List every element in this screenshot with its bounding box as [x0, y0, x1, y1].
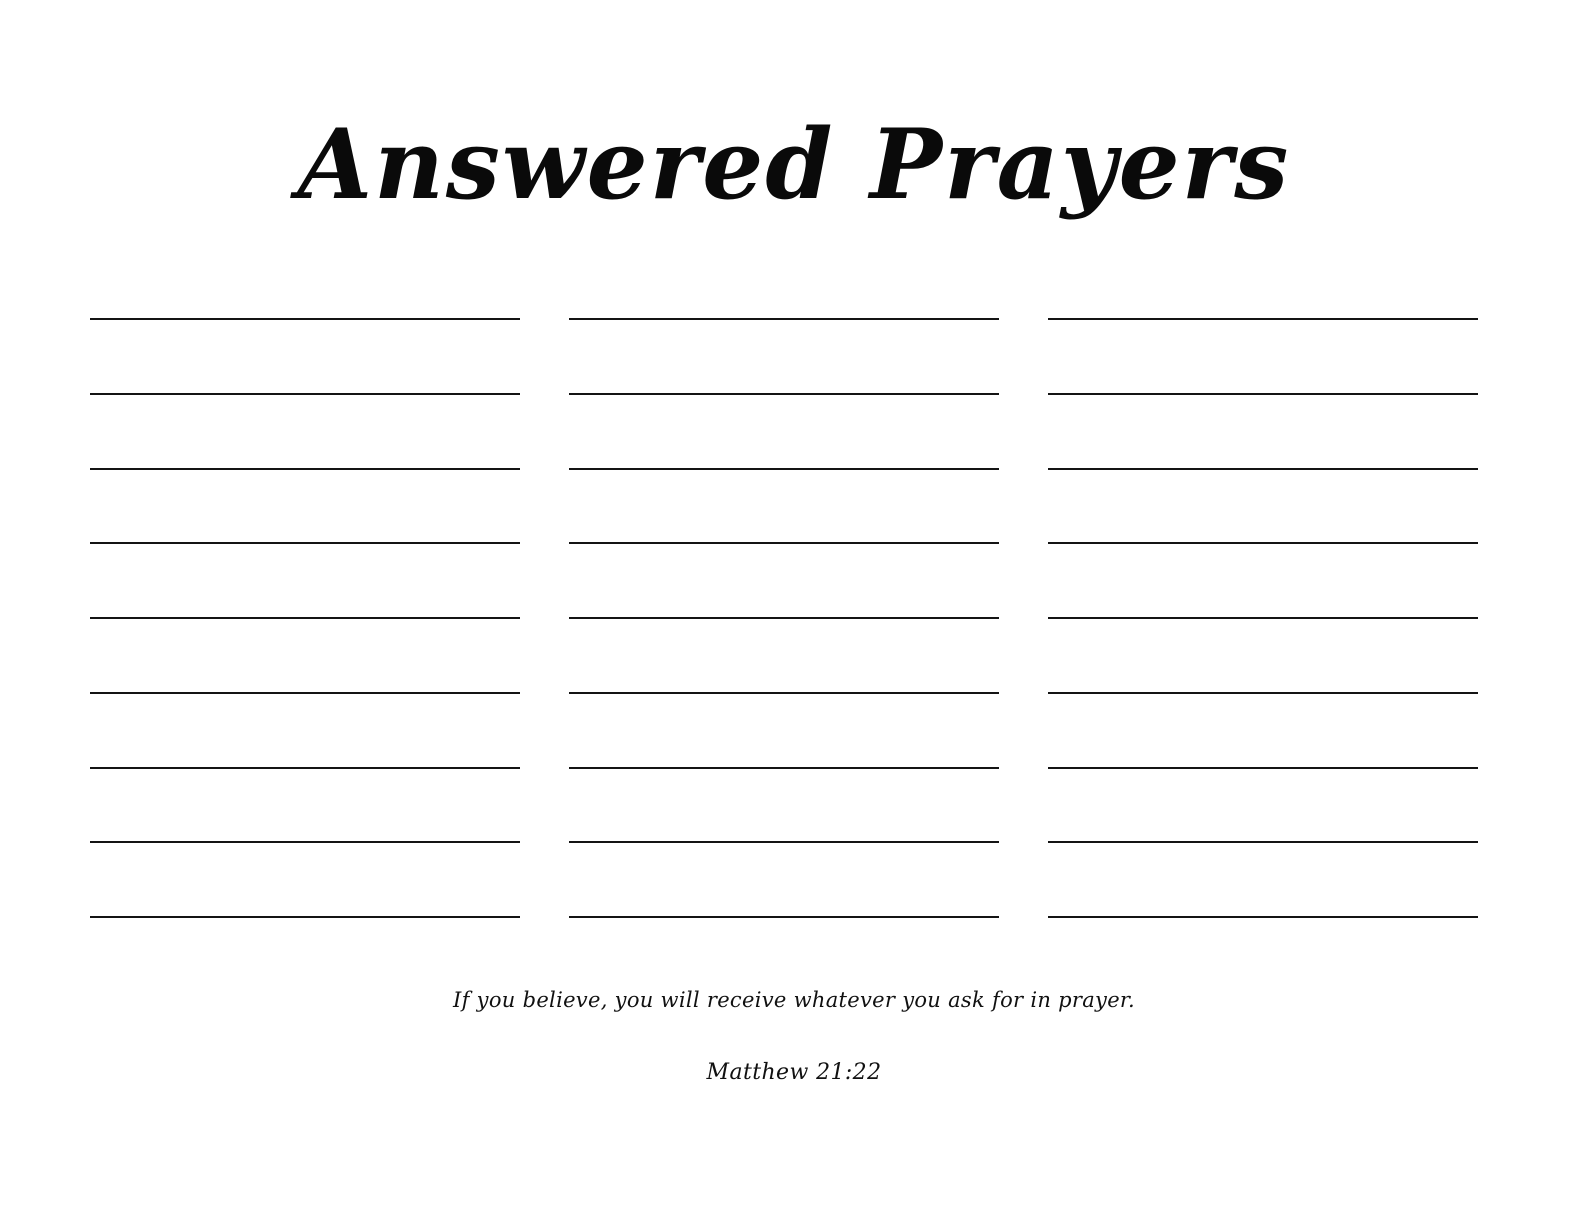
- writing-line[interactable]: [90, 318, 520, 320]
- writing-line[interactable]: [569, 841, 999, 843]
- writing-line[interactable]: [90, 393, 520, 395]
- writing-line[interactable]: [90, 767, 520, 769]
- writing-line[interactable]: [569, 468, 999, 470]
- scripture-reference: Matthew 21:22: [706, 1060, 882, 1085]
- writing-line[interactable]: [90, 916, 520, 918]
- writing-line[interactable]: [569, 767, 999, 769]
- writing-line[interactable]: [90, 542, 520, 544]
- writing-line[interactable]: [1048, 617, 1478, 619]
- writing-line[interactable]: [569, 393, 999, 395]
- writing-line[interactable]: [90, 617, 520, 619]
- writing-line[interactable]: [569, 542, 999, 544]
- scripture-verse: If you believe, you will receive whatever you ask for in prayer.: [453, 988, 1135, 1012]
- writing-line[interactable]: [569, 916, 999, 918]
- writing-line[interactable]: [90, 692, 520, 694]
- writing-line[interactable]: [1048, 542, 1478, 544]
- writing-line[interactable]: [1048, 916, 1478, 918]
- writing-line[interactable]: [1048, 692, 1478, 694]
- writing-line[interactable]: [1048, 318, 1478, 320]
- page-title: Answered Prayers: [297, 108, 1291, 221]
- writing-line[interactable]: [569, 692, 999, 694]
- line-column-right: [1048, 318, 1478, 918]
- writing-line[interactable]: [90, 841, 520, 843]
- writing-line[interactable]: [569, 318, 999, 320]
- line-column-left: [90, 318, 520, 918]
- writing-line[interactable]: [90, 468, 520, 470]
- writing-line[interactable]: [1048, 841, 1478, 843]
- writing-area: [90, 318, 1478, 918]
- writing-line[interactable]: [1048, 393, 1478, 395]
- writing-line[interactable]: [569, 617, 999, 619]
- writing-line[interactable]: [1048, 468, 1478, 470]
- writing-line[interactable]: [1048, 767, 1478, 769]
- line-column-center: [569, 318, 999, 918]
